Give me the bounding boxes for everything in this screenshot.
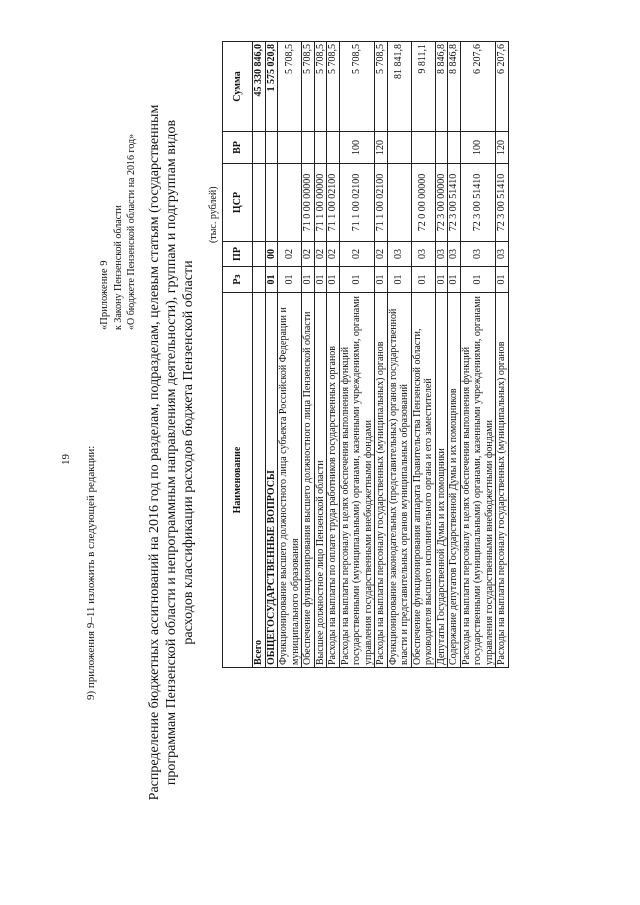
cell-vr [314,132,327,164]
page-number: 19 [60,454,72,465]
header-pr: ПР [223,242,253,267]
table-row [375,42,388,668]
table-row [265,42,278,668]
title-line: расходов классификации расходов бюджета Пензенской области [181,260,196,645]
header-csr: ЦСР [223,164,253,242]
cell-csr: 71 0 00 00000 [302,164,315,242]
cell-vr [265,132,278,164]
row-name [339,293,375,668]
table-row [387,42,411,668]
row-name-line: Обеспечение функционирования аппарата Правительства Пензенской области, [411,328,423,665]
cell-pr: 00 [265,242,278,267]
header-name: Наименование [223,293,253,668]
cell-vr [448,132,461,164]
row-name [411,293,435,668]
cell-rz: 01 [302,267,315,293]
cell-vr [411,132,435,164]
cell-rz: 01 [339,267,375,293]
table-row [339,42,375,668]
cell-csr: 71 1 00 02100 [375,164,388,242]
cell-pr: 02 [327,242,340,267]
annex-law-title: «О бюджете Пензенской области на 2016 год» [126,133,137,330]
cell-csr: 71 1 00 02100 [339,164,375,242]
cell-sum: 45 330 846,0 [253,42,266,132]
row-name-line: муниципального образования [289,538,301,665]
cell-pr: 03 [448,242,461,267]
cell-csr: 71 1 00 00000 [314,164,327,242]
cell-sum: 6 207,6 [496,42,509,132]
cell-csr: 72 3 00 51410 [448,164,461,242]
cell-sum: 6 207,6 [460,42,496,132]
cell-vr: 120 [496,132,509,164]
cell-csr [253,164,266,242]
row-name [302,293,315,668]
cell-rz: 01 [496,267,509,293]
cell-vr [278,132,302,164]
cell-rz: 01 [448,267,461,293]
cell-pr: 02 [314,242,327,267]
cell-sum: 8 846,8 [435,42,448,132]
header-vr: ВР [223,132,253,164]
table-row [411,42,435,668]
header-sum: Сумма [223,42,253,132]
row-name [253,293,266,668]
cell-sum: 5 708,5 [278,42,302,132]
row-name-line: Расходы на выплаты персоналу в целях обеспечения выполнения функций [339,346,351,665]
table-row [314,42,327,668]
cell-pr: 03 [460,242,496,267]
row-name-line: Расходы на выплаты персоналу государственных (муниципальных) органов [375,341,386,665]
cell-csr [387,164,411,242]
table-row [327,42,340,668]
table-header-row [223,42,253,668]
row-name-line: Расходы на выплаты персоналу государственных (муниципальных) органов [496,341,507,665]
document-title [146,0,197,905]
row-name-line: Обеспечение функционирования высшего должностного лица Пензенской области [302,311,313,665]
cell-csr: 72 3 00 51410 [460,164,496,242]
cell-vr: 100 [339,132,375,164]
cell-csr: 71 1 00 02100 [327,164,340,242]
annex-law: к Закону Пензенской области [113,205,124,330]
row-name-line: Функционирование высшего должностного лица субъекта Российской Федерации и [278,307,289,665]
cell-pr [253,242,266,267]
cell-sum: 9 811,1 [411,42,435,132]
cell-sum: 5 708,5 [327,42,340,132]
header-rz: Рз [223,267,253,293]
cell-rz: 01 [278,267,302,293]
row-name-line: ОБЩЕГОСУДАРСТВЕННЫЕ ВОПРОСЫ [265,470,277,665]
units-label: (тыс. рублей) [208,186,219,243]
title-line: Распределение бюджетных ассигнований на 2016 год по разделам, подразделам, целевым статьям (государственным [147,104,162,801]
row-name-line: государственными (муниципальными) органами, казенными учреждениями, органами [472,296,483,665]
table-row [435,42,448,668]
cell-csr [278,164,302,242]
cell-rz: 01 [327,267,340,293]
cell-sum: 5 708,5 [339,42,375,132]
table-body [253,42,509,668]
cell-csr: 72 3 00 51410 [496,164,509,242]
row-name [265,293,278,668]
row-name-line: Расходы на выплаты по оплате труда работников государственных органов [327,345,338,665]
row-name [460,293,496,668]
cell-csr [265,164,278,242]
table-row [496,42,509,668]
cell-pr: 02 [278,242,302,267]
budget-table [222,41,509,668]
row-name [435,293,448,668]
row-name [448,293,461,668]
cell-rz: 01 [387,267,411,293]
row-name-line: руководителя высшего исполнительного органа и его заместителей [423,378,434,665]
cell-rz: 01 [375,267,388,293]
row-name-line: управления государственными внебюджетными фондами [483,420,495,665]
cell-pr: 03 [435,242,448,267]
row-name-line: государственными (муниципальными) органами, казенными учреждениями, органами [351,296,362,665]
row-name-line: управления государственными внебюджетными фондами [362,420,374,665]
cell-pr: 02 [375,242,388,267]
row-name-line: Высшее должностное лицо Пензенской области [314,460,326,665]
cell-pr: 03 [496,242,509,267]
cell-rz [253,267,266,293]
cell-pr: 03 [387,242,411,267]
table-row [278,42,302,668]
row-name-line: Всего [253,640,264,665]
cell-rz: 01 [411,267,435,293]
row-name [375,293,388,668]
annex-label: «Приложение 9 [99,260,110,330]
table-row [302,42,315,668]
row-name [314,293,327,668]
row-name-line: Депутаты Государственной Думы и их помощники [435,448,447,665]
cell-vr [327,132,340,164]
cell-sum: 1 575 020,8 [265,42,278,132]
row-name-line: Функционирование законодательных (представительных) органов государственной [387,308,399,665]
cell-vr [387,132,411,164]
cell-rz: 01 [435,267,448,293]
row-name-line: Расходы на выплаты персоналу в целях обеспечения выполнения функций [460,346,472,665]
cell-pr: 02 [339,242,375,267]
row-name-line: Содержание депутатов Государственной Думы и их помощников [448,388,459,665]
cell-vr [253,132,266,164]
intro-text: 9) приложения 9–11 изложить в следующей редакции: [85,445,97,700]
cell-sum: 5 708,5 [375,42,388,132]
cell-sum: 5 708,5 [302,42,315,132]
row-name [327,293,340,668]
cell-csr: 72 0 00 00000 [411,164,435,242]
cell-rz: 01 [265,267,278,293]
cell-pr: 03 [411,242,435,267]
table-row [253,42,266,668]
table-row [448,42,461,668]
cell-pr: 02 [302,242,315,267]
cell-rz: 01 [314,267,327,293]
table-row [460,42,496,668]
cell-vr [435,132,448,164]
row-name [496,293,509,668]
cell-vr: 100 [460,132,496,164]
title-line: программам Пензенской области и непрограммным направлениям деятельности), группам и подгруппам видов [164,119,179,786]
row-name [387,293,411,668]
row-name [278,293,302,668]
row-name-line: власти и представительных органов муниципальных образований [399,384,410,665]
cell-vr: 120 [375,132,388,164]
cell-vr [302,132,315,164]
cell-rz: 01 [460,267,496,293]
cell-sum: 8 846,8 [448,42,461,132]
cell-sum: 81 841,8 [387,42,411,132]
cell-csr: 72 3 00 00000 [435,164,448,242]
cell-sum: 5 708,5 [314,42,327,132]
